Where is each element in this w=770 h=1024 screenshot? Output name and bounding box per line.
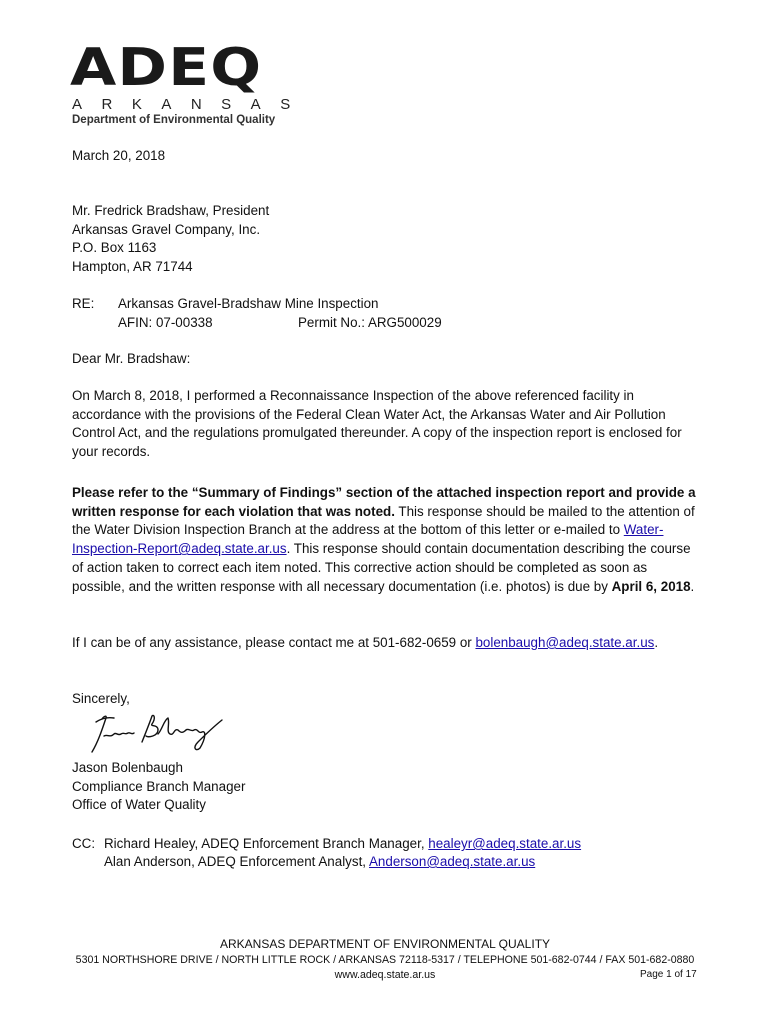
cc-recipient: Alan Anderson, ADEQ Enforcement Analyst, (104, 854, 369, 869)
signer-office: Office of Water Quality (72, 797, 206, 812)
salutation: Dear Mr. Bradshaw: (72, 351, 191, 366)
paragraph-text: If I can be of any assistance, please contact me at 501-682-0659 or (72, 635, 476, 650)
paragraph-text: . (654, 635, 659, 650)
page-number: Page 1 of 17 (640, 969, 697, 980)
letter-date: March 20, 2018 (72, 148, 166, 163)
logo-department: Department of Environmental Quality (72, 114, 276, 126)
cc-line (104, 835, 581, 854)
re-afin: AFIN: 07-00338 (118, 315, 213, 330)
cc-line (104, 853, 535, 872)
recipient-address (72, 202, 269, 276)
signer-title: Compliance Branch Manager (72, 778, 246, 794)
signer-name: Jason Bolenbaugh (72, 760, 183, 775)
paragraph-contact (72, 634, 698, 653)
signer-block (72, 759, 245, 815)
re-permit: Permit No.: ARG500029 (298, 315, 442, 330)
re-label: RE: (72, 296, 95, 311)
due-date: April 6, 2018 (611, 578, 691, 594)
re-subject: Arkansas Gravel-Bradshaw Mine Inspection (118, 296, 379, 311)
handwritten-signature (88, 712, 228, 754)
cc-label: CC: (72, 836, 96, 851)
inspection-report-email-link[interactable]: Water-Inspection-Report@adeq.state.ar.us (72, 522, 664, 557)
recipient-line: P.O. Box 1163 (72, 240, 157, 255)
closing: Sincerely, (72, 691, 130, 706)
paragraph-text: This response should be mailed to the attention of the Water Division Inspection Branch at the address at the bottom of this letter or e-mailed to (72, 503, 695, 538)
findings-instruction: Please refer to the “Summary of Findings” section of the attached inspection report and provide a written response for each violation that was noted. (72, 485, 696, 519)
paragraph-inspection: On March 8, 2018, I performed a Reconnaissance Inspection of the above referenced facility in accordance with the provisions of the Federal Clean Water Act, the Arkansas Water and Air Pollution Control Act, and the regulations promulgated thereunder. A copy of the inspection report is enclosed for your records. (72, 388, 682, 460)
footer-address: 5301 NORTHSHORE DRIVE / NORTH LITTLE ROCK / ARKANSAS 72118-5317 / TELEPHONE 501-682-0744 / FAX 501-682-0880 (75, 954, 695, 966)
cc-email-link[interactable]: Anderson@adeq.state.ar.us (369, 854, 536, 869)
contact-email-link[interactable]: bolenbaugh@adeq.state.ar.us (475, 635, 655, 650)
cc-recipient: Richard Healey, ADEQ Enforcement Branch Manager, (104, 836, 429, 851)
recipient-line: Arkansas Gravel Company, Inc. (72, 221, 261, 237)
footer-agency: ARKANSAS DEPARTMENT OF ENVIRONMENTAL QUALITY (219, 937, 551, 951)
adeq-logo: ADEQ (70, 38, 263, 98)
paragraph-response-request (72, 484, 698, 596)
footer-website: www.adeq.state.ar.us (334, 969, 436, 981)
cc-email-link[interactable]: healeyr@adeq.state.ar.us (428, 836, 582, 851)
paragraph-text: . (690, 578, 695, 594)
recipient-line: Mr. Fredrick Bradshaw, President (72, 203, 270, 218)
logo-state-name: ARKANSAS (72, 96, 310, 113)
recipient-line: Hampton, AR 71744 (72, 258, 193, 274)
paragraph-text: . This response should contain documentation describing the course of action taken to correct each item noted. This corrective action should be completed as soon as possible, and the written response with all necessary documentation (i.e. photos) is due by (72, 541, 691, 594)
